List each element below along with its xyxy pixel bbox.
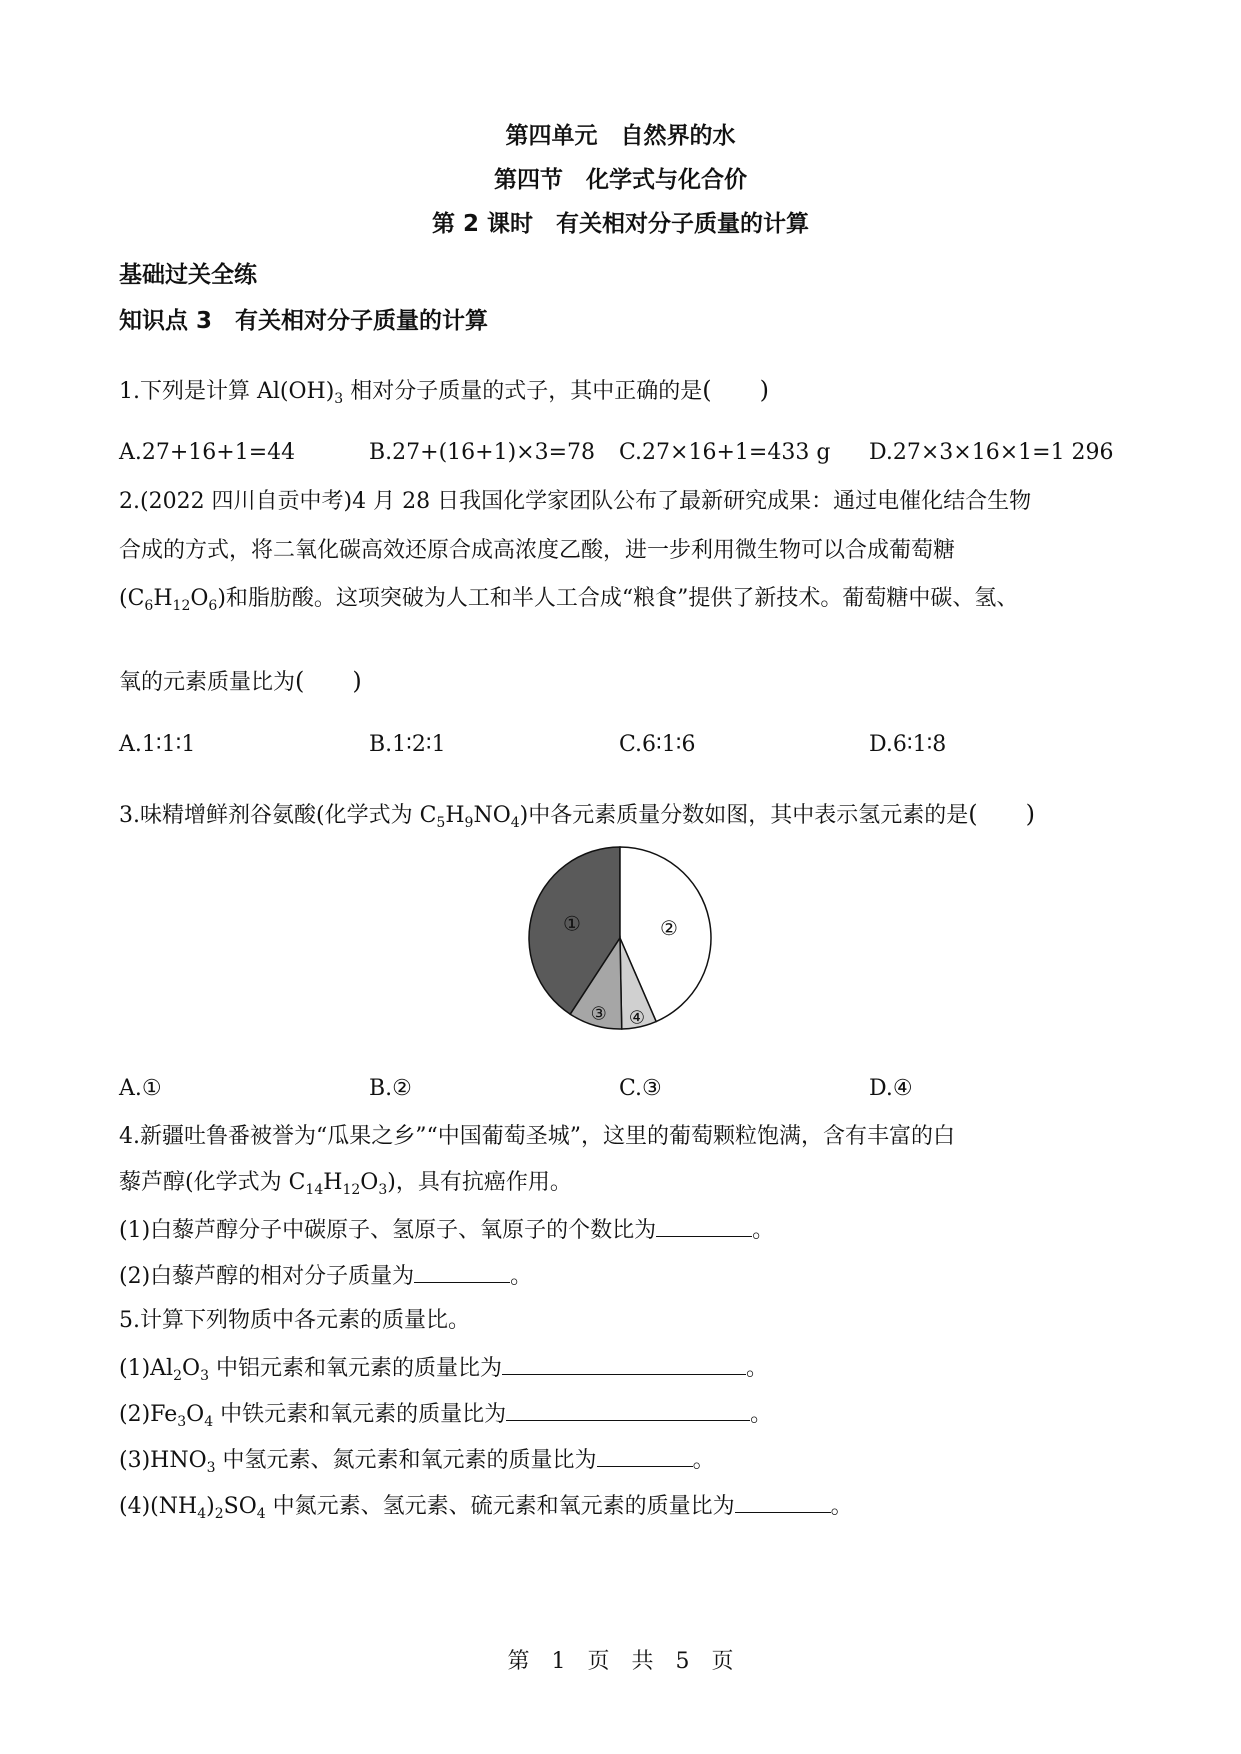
question-5-part-3 [119, 1444, 715, 1478]
subscript: 6 [208, 598, 218, 614]
formula-part: O [182, 1356, 201, 1381]
q2-option-c: C.6∶1∶6 [619, 732, 696, 757]
question-3-text: )中各元素质量分数如图，其中表示氢元素的是 [519, 803, 969, 828]
formula-part: H [445, 803, 465, 828]
unit-title: 第四单元 自然界的水 [505, 123, 736, 149]
question-5-part-4-text: 中氮元素、氢元素、硫元素和氧元素的质量比为 [265, 1494, 735, 1519]
question-2-line-1: 2.(2022 四川自贡中考)4 月 28 日我国化学家团队公布了最新研究成果：通过电催化结合生物 [119, 489, 1032, 514]
formula-part: (4)(NH [119, 1494, 198, 1519]
pie-label-3: ③ [590, 1003, 607, 1025]
answer-blank[interactable] [414, 1260, 510, 1283]
formula-part: (C [119, 586, 145, 611]
q3-option-b: B.② [369, 1076, 412, 1101]
question-2-text: 氧的元素质量比为 [119, 670, 296, 695]
subscript: 4 [256, 1506, 266, 1522]
question-5-part-1 [119, 1352, 768, 1386]
question-5-part-2-text: 中铁元素和氧元素的质量比为 [213, 1402, 507, 1427]
subscript: 4 [510, 815, 520, 831]
question-1-stem [119, 375, 769, 409]
q1-option-a: A.27+16+1=44 [119, 440, 296, 465]
subscript: 3 [206, 1460, 216, 1476]
question-2-line-2: 合成的方式，将二氧化碳高效还原合成高浓度乙酸，进一步利用微生物可以合成葡萄糖 [119, 538, 956, 563]
question-3-text: 3.味精增鲜剂谷氨酸(化学式为 C [119, 803, 437, 828]
question-5-part-4 [119, 1490, 853, 1524]
subscript: 6 [144, 598, 154, 614]
question-4-text: 藜芦醇(化学式为 C [119, 1170, 306, 1195]
subscript: 3 [200, 1368, 209, 1384]
answer-paren: ( ) [295, 667, 362, 695]
subscript: 3 [378, 1182, 388, 1198]
period: 。 [692, 1448, 715, 1473]
pie-label-1: ① [563, 911, 581, 936]
section-title: 第四节 化学式与化合价 [494, 167, 747, 193]
question-5-intro: 5.计算下列物质中各元素的质量比。 [119, 1308, 470, 1333]
subscript: 3 [177, 1414, 187, 1430]
answer-blank[interactable] [597, 1444, 693, 1467]
period: 。 [830, 1494, 853, 1519]
question-2-line-3 [119, 584, 1018, 616]
practice-heading: 基础过关全练 [119, 262, 257, 288]
pie-label-4: ④ [628, 1007, 646, 1029]
subscript: 4 [197, 1506, 207, 1522]
formula-part: O [186, 1402, 205, 1427]
period: 。 [745, 1356, 768, 1381]
q2-option-a: A.1∶1∶1 [119, 732, 196, 757]
subscript: 3 [334, 391, 344, 407]
q2-option-d: D.6∶1∶8 [869, 732, 947, 757]
period: 。 [752, 1218, 775, 1243]
page-footer: 第 1 页 共 5 页 [507, 1649, 734, 1674]
q1-option-b: B.27+(16+1)×3=78 [369, 440, 596, 465]
answer-blank[interactable] [735, 1490, 831, 1513]
question-4-part-1-text: (1)白藜芦醇分子中碳原子、氢原子、氧原子的个数比为 [119, 1218, 657, 1243]
formula-part: (2)Fe [119, 1402, 178, 1427]
answer-blank[interactable] [656, 1214, 752, 1237]
q3-option-d: D.④ [869, 1076, 913, 1101]
subscript: 2 [214, 1506, 224, 1522]
question-1-text: 1.下列是计算 Al(OH) [119, 379, 335, 404]
q1-option-d: D.27×3×16×1=1 296 [869, 440, 1114, 465]
question-5-part-1-text: 中铝元素和氧元素的质量比为 [208, 1356, 502, 1381]
question-1-text-cont: 相对分子质量的式子，其中正确的是 [343, 379, 703, 404]
formula-part: NO [473, 803, 511, 828]
question-5-part-2 [119, 1398, 772, 1432]
formula-part: (1)Al [119, 1356, 174, 1381]
formula-part: O [360, 1170, 379, 1195]
formula-part: H [323, 1170, 343, 1195]
period: 。 [510, 1264, 533, 1289]
subscript: 2 [173, 1368, 183, 1384]
subscript: 14 [305, 1182, 324, 1198]
question-4-part-2 [119, 1260, 532, 1292]
formula-part: (3)HNO [119, 1448, 207, 1473]
question-4-line-2 [119, 1168, 572, 1200]
question-4-part-1 [119, 1214, 774, 1246]
period: 。 [750, 1402, 773, 1427]
q2-option-b: B.1∶2∶1 [369, 732, 446, 757]
q1-option-c: C.27×16+1=433 g [619, 440, 831, 465]
subscript: 12 [172, 598, 191, 614]
subscript: 5 [436, 815, 446, 831]
question-2-line-4 [119, 666, 362, 698]
subscript: 12 [342, 1182, 361, 1198]
answer-blank[interactable] [506, 1398, 750, 1421]
question-4-text: )，具有抗癌作用。 [387, 1170, 572, 1195]
question-4-line-1: 4.新疆吐鲁番被誉为“瓜果之乡”“中国葡萄圣城”，这里的葡萄颗粒饱满，含有丰富的白 [119, 1124, 955, 1149]
answer-blank[interactable] [502, 1352, 746, 1375]
pie-label-2: ② [660, 915, 678, 940]
question-5-part-3-text: 中氢元素、氮元素和氧元素的质量比为 [215, 1448, 597, 1473]
question-2-text: )和脂肪酸。这项突破为人工和半人工合成“粮食”提供了新技术。葡萄糖中碳、氢、 [217, 586, 1019, 611]
knowledge-point-heading: 知识点 3 有关相对分子质量的计算 [119, 308, 489, 334]
formula-part: H [153, 586, 173, 611]
formula-part: ) [206, 1494, 215, 1519]
pie-chart [520, 838, 720, 1038]
formula-part: SO [223, 1494, 257, 1519]
q3-option-c: C.③ [619, 1076, 662, 1101]
question-4-part-2-text: (2)白藜芦醇的相对分子质量为 [119, 1264, 415, 1289]
answer-paren: ( ) [702, 376, 769, 404]
q3-option-a: A.① [119, 1076, 162, 1101]
question-3-stem [119, 799, 1035, 833]
subscript: 4 [204, 1414, 214, 1430]
subscript: 9 [464, 815, 474, 831]
lesson-title: 第 2 课时 有关相对分子质量的计算 [431, 211, 810, 237]
answer-paren: ( ) [968, 800, 1035, 828]
formula-part: O [190, 586, 209, 611]
